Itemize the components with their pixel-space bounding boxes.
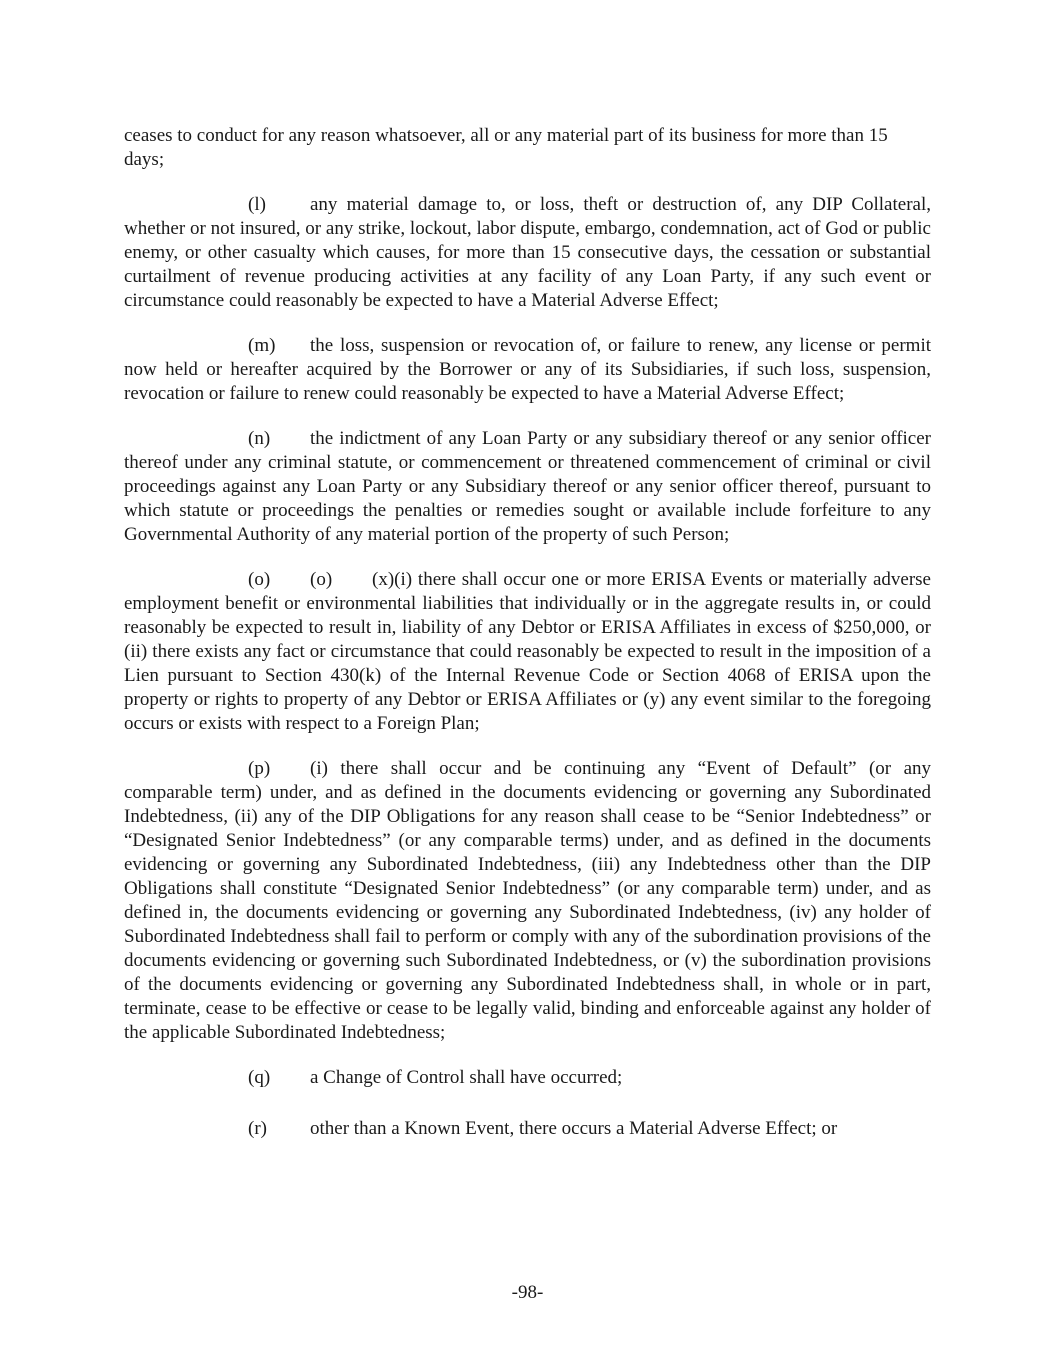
clause-text: (i) there shall occur and be continuing any “Event of Default” (or any comparable term) under, and as defined in the documents evidencing or governing any Subordinated Indebtedness, (ii) any of the DIP Obligations for any reason shall cease to be “Senior Indebtedness” or “Designated Senior Indebtedness” (or any comparable terms) under, and as defined in the documents evidencing or governing any Subordinated Indebtedness, (iii) any Indebtedness other than the DIP Obligations shall constitute “Designated Senior Indebtedness” (or any comparable term) under, and as defined in, the documents evidencing or governing any Subordinated Indebtedness, (iv) any holder of Subordinated Indebtedness shall fail to perform or comply with any of the subordination provisions of the documents evidencing or governing such Subordinated Indebtedness, or (v) the subordination provisions of the documents evidencing or governing any Subordinated Indebtedness shall, in whole or in part, terminate, cease to be effective or cease to be legally valid, binding and enforceable against any holder of the applicable Subordinated Indebtedness; [124, 758, 931, 1043]
clause-l [124, 193, 931, 313]
clause-label: (o) [248, 569, 271, 590]
clause-text: other than a Known Event, there occurs a Material Adverse Effect; or [310, 1118, 838, 1139]
clause-label: (n) [248, 428, 271, 449]
clause-text: (x)(i) there shall occur one or more ERISA Events or materially adverse employment benefit or environmental liabilities that individually or in the aggregate results in, or could reasonably be expected to result in, liability of any Debtor or ERISA Affiliates in excess of $250,000, or (ii) there exists any fact or circumstance that could reasonably be expected to result in the imposition of a Lien pursuant to Section 430(k) of the Internal Revenue Code or Section 4068 of ERISA upon the property or rights to property of any Debtor or ERISA Affiliates or (y) any event similar to the foregoing occurs or exists with respect to a Foreign Plan; [124, 569, 931, 734]
clause-text: the loss, suspension or revocation of, or failure to renew, any license or permit now held or hereafter acquired by the Borrower or any of its Subsidiaries, if such loss, suspension, revocation or failure to renew could reasonably be expected to have a Material Adverse Effect; [124, 335, 931, 404]
clause-r [124, 1117, 931, 1141]
continuation-paragraph: ceases to conduct for any reason whatsoever, all or any material part of its business for more than 15 days; [124, 125, 888, 170]
clause-label: (p) [248, 758, 271, 779]
clause-label: (l) [248, 194, 266, 215]
clause-text: any material damage to, or loss, theft or destruction of, any DIP Collateral, whether or not insured, or any strike, lockout, labor dispute, embargo, condemnation, act of God or public enemy, or other casualty which causes, for more than 15 consecutive days, the cessation or substantial curtailment of revenue producing activities at any facility of any Loan Party, if any such event or circumstance could reasonably be expected to have a Material Adverse Effect; [124, 194, 931, 311]
clause-text: the indictment of any Loan Party or any subsidiary thereof or any senior officer thereof under any criminal statute, or commencement or threatened commencement of criminal or civil proceedings against any Loan Party or any Subsidiary thereof or any senior officer thereof, pursuant to which statute or proceedings the penalties or remedies sought or available include forfeiture to any Governmental Authority of any material portion of the property of such Person; [124, 428, 931, 545]
clause-o [124, 568, 931, 736]
clause-sublabel: (o) [310, 569, 333, 590]
clause-p [124, 757, 931, 1045]
clause-q [124, 1066, 931, 1090]
page-number: -98- [511, 1282, 544, 1303]
clause-label: (m) [248, 335, 276, 356]
clause-text: a Change of Control shall have occurred; [310, 1067, 623, 1088]
document-page [124, 124, 931, 1168]
clause-n [124, 427, 931, 547]
clause-label: (q) [248, 1067, 271, 1088]
clause-m [124, 334, 931, 406]
clause-label: (r) [248, 1118, 267, 1139]
